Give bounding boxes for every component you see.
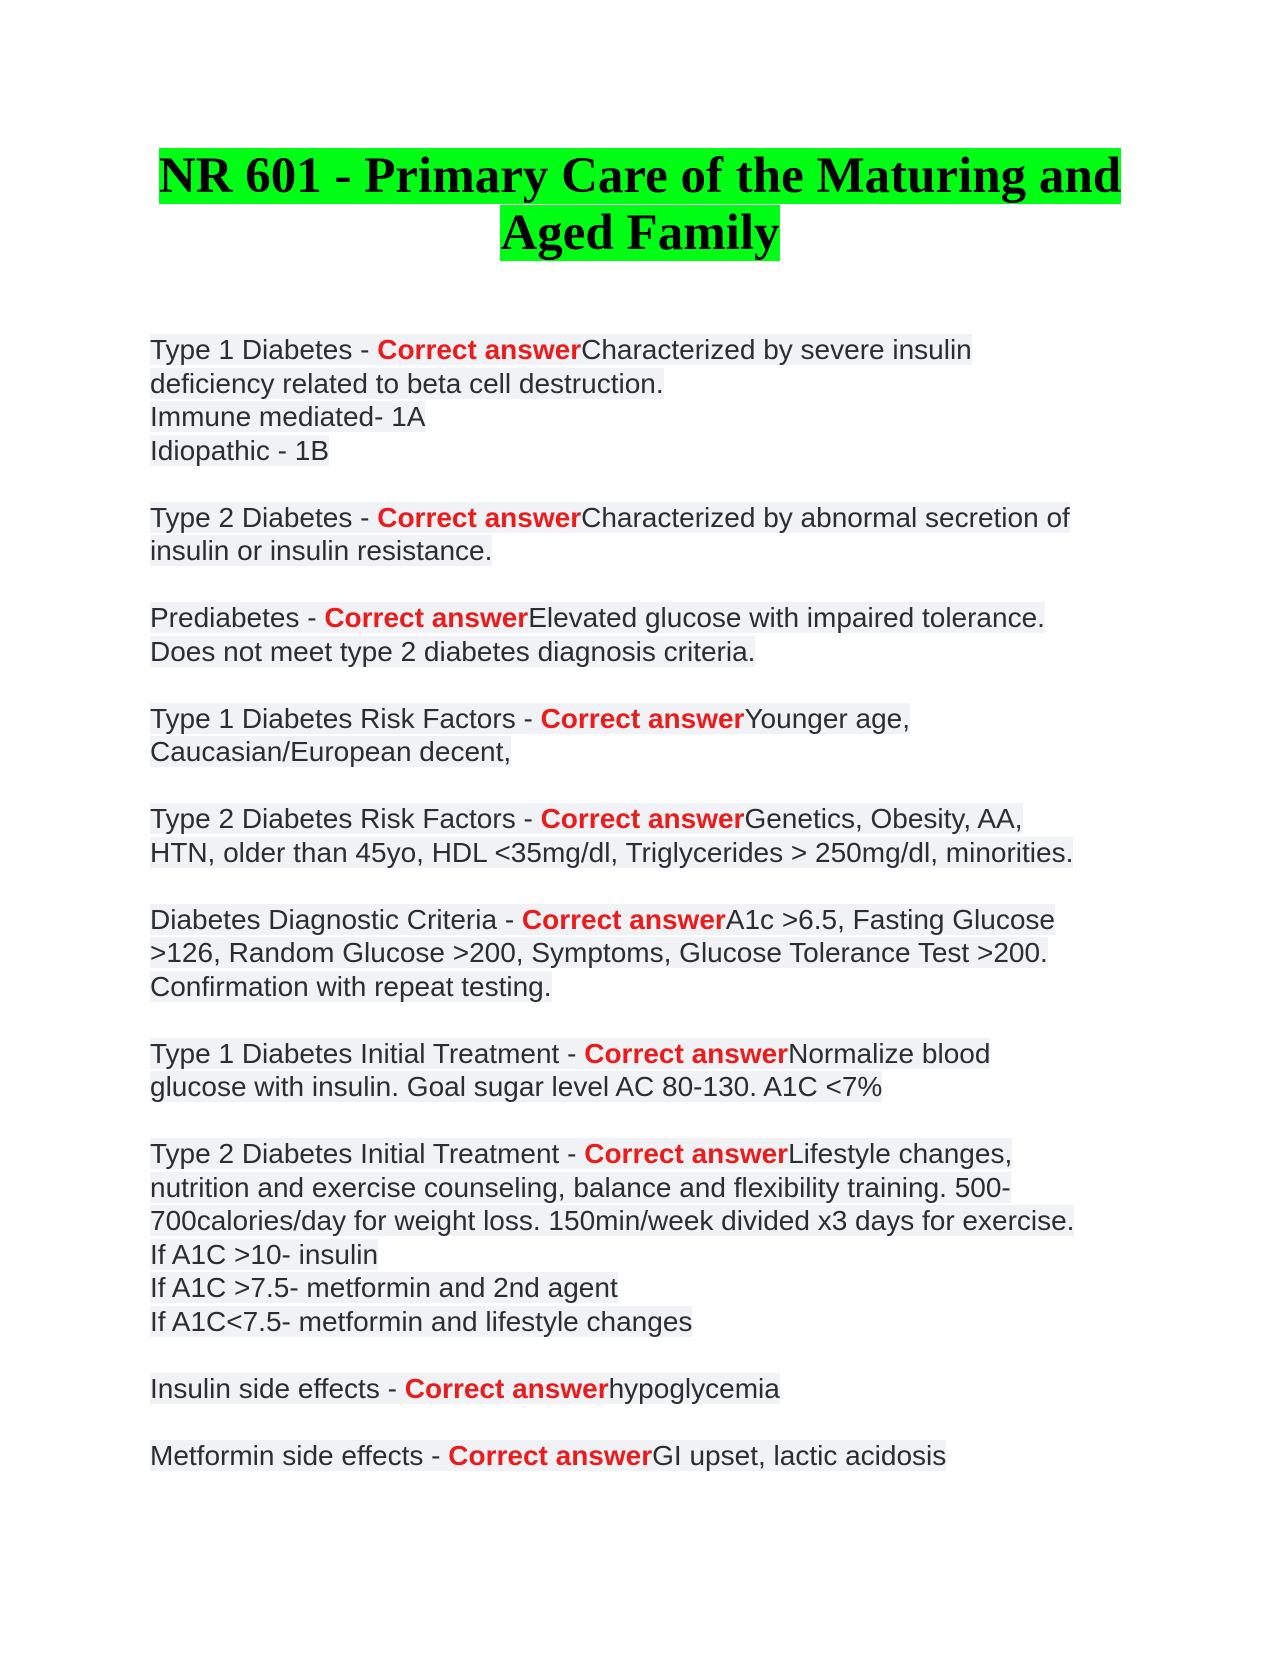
qa-list <box>150 333 1140 1506</box>
qa-item <box>150 702 1140 769</box>
qa-line-background <box>150 334 972 365</box>
correct-answer-label: Correct answer <box>584 1037 789 1069</box>
correct-answer-label: Correct answer <box>448 1439 653 1471</box>
correct-answer-label: Correct answer <box>540 803 745 834</box>
qa-line-background <box>150 602 1045 633</box>
qa-answer-line-text: HTN, older than 45yo, HDL <35mg/dl, Triglycerides > 250mg/dl, minorities. <box>150 836 1074 868</box>
qa-line-background <box>150 1138 1012 1169</box>
correct-answer-label: Correct answer <box>377 501 582 533</box>
qa-item <box>150 333 1140 467</box>
qa-answer-text: Elevated glucose with impaired tolerance. <box>528 602 1045 633</box>
qa-answer-line <box>150 970 1140 1004</box>
correct-answer-label: Correct answer <box>324 602 529 633</box>
qa-item <box>150 601 1140 668</box>
qa-answer-text: Characterized by abnormal secretion of <box>581 501 1070 533</box>
qa-term: Type 2 Diabetes - <box>150 501 378 533</box>
correct-answer-label: Correct answer <box>540 702 745 734</box>
qa-answer-text: hypoglycemia <box>608 1372 780 1404</box>
qa-line-background <box>150 904 1055 935</box>
qa-answer-line-text: nutrition and exercise counseling, balance and flexibility training. 500- <box>150 1171 1011 1203</box>
qa-answer-line-text: 700calories/day for weight loss. 150min/week divided x3 days for exercise. <box>150 1205 1075 1236</box>
qa-term: Type 1 Diabetes Risk Factors - <box>150 702 541 734</box>
qa-first-line <box>150 1372 1140 1406</box>
qa-term: Type 1 Diabetes Initial Treatment - <box>150 1037 585 1069</box>
qa-first-line <box>150 1137 1140 1171</box>
qa-first-line <box>150 1439 1140 1473</box>
qa-line-background <box>150 502 1070 533</box>
qa-item <box>150 501 1140 568</box>
qa-answer-line-text: Does not meet type 2 diabetes diagnosis criteria. <box>150 635 756 667</box>
qa-answer-line <box>150 1204 1140 1238</box>
qa-line-background <box>150 1373 780 1404</box>
qa-answer-line-text: deficiency related to beta cell destruction. <box>150 367 664 399</box>
document-title <box>150 148 1130 262</box>
qa-line-background <box>150 803 1023 834</box>
qa-answer-line-text: If A1C >7.5- metformin and 2nd agent <box>150 1272 618 1303</box>
correct-answer-label: Correct answer <box>584 1138 789 1169</box>
qa-answer-text: GI upset, lactic acidosis <box>652 1439 947 1471</box>
qa-answer-line-text: Confirmation with repeat testing. <box>150 970 552 1002</box>
correct-answer-label: Correct answer <box>377 334 582 365</box>
qa-answer-line <box>150 434 1140 468</box>
qa-first-line <box>150 601 1140 635</box>
qa-term: Prediabetes - <box>150 602 325 633</box>
qa-item <box>150 802 1140 869</box>
qa-answer-text: Lifestyle changes, <box>788 1138 1013 1169</box>
qa-answer-line <box>150 1305 1140 1339</box>
correct-answer-label: Correct answer <box>521 903 726 935</box>
qa-item <box>150 1037 1140 1104</box>
qa-answer-line <box>150 1171 1140 1205</box>
qa-answer-text: Younger age, <box>744 702 911 734</box>
qa-answer-line-text: glucose with insulin. Goal sugar level AC 80-130. A1C <7% <box>150 1071 883 1102</box>
correct-answer-label: Correct answer <box>404 1372 609 1404</box>
qa-term: Diabetes Diagnostic Criteria - <box>150 903 522 935</box>
qa-answer-line <box>150 1271 1140 1305</box>
qa-first-line <box>150 702 1140 736</box>
qa-item <box>150 903 1140 1004</box>
title-line-2: Aged Family <box>500 205 780 261</box>
qa-line-background <box>150 1440 946 1471</box>
qa-answer-line-text: Immune mediated- 1A <box>150 401 426 432</box>
qa-answer-line <box>150 400 1140 434</box>
qa-answer-line <box>150 367 1140 401</box>
qa-first-line <box>150 1037 1140 1071</box>
qa-term: Insulin side effects - <box>150 1372 405 1404</box>
qa-term: Metformin side effects - <box>150 1439 449 1471</box>
qa-answer-line <box>150 836 1140 870</box>
qa-answer-line-text: Idiopathic - 1B <box>150 434 329 466</box>
qa-answer-line <box>150 735 1140 769</box>
qa-answer-line-text: If A1C >10- insulin <box>150 1238 379 1270</box>
qa-line-background <box>150 703 910 734</box>
title-line-1: NR 601 - Primary Care of the Maturing and <box>158 148 1122 204</box>
qa-item <box>150 1137 1140 1338</box>
qa-answer-line <box>150 1238 1140 1272</box>
qa-answer-line-text: insulin or insulin resistance. <box>150 535 493 566</box>
qa-answer-text: Genetics, Obesity, AA, <box>744 803 1023 834</box>
qa-term: Type 2 Diabetes Initial Treatment - <box>150 1138 585 1169</box>
qa-answer-text: A1c >6.5, Fasting Glucose <box>725 903 1055 935</box>
qa-first-line <box>150 333 1140 367</box>
qa-answer-text: Characterized by severe insulin <box>581 334 972 365</box>
qa-answer-line <box>150 534 1140 568</box>
qa-answer-line-text: If A1C<7.5- metformin and lifestyle changes <box>150 1305 693 1337</box>
qa-line-background <box>150 1038 990 1069</box>
qa-term: Type 2 Diabetes Risk Factors - <box>150 803 541 834</box>
qa-answer-line-text: >126, Random Glucose >200, Symptoms, Glucose Tolerance Test >200. <box>150 937 1048 968</box>
qa-term: Type 1 Diabetes - <box>150 334 378 365</box>
qa-first-line <box>150 903 1140 937</box>
qa-first-line <box>150 501 1140 535</box>
qa-first-line <box>150 802 1140 836</box>
qa-item <box>150 1372 1140 1406</box>
qa-answer-line <box>150 936 1140 970</box>
qa-answer-line <box>150 1070 1140 1104</box>
qa-answer-line-text: Caucasian/European decent, <box>150 736 512 767</box>
qa-item <box>150 1439 1140 1473</box>
qa-answer-text: Normalize blood <box>788 1037 991 1069</box>
qa-answer-line <box>150 635 1140 669</box>
